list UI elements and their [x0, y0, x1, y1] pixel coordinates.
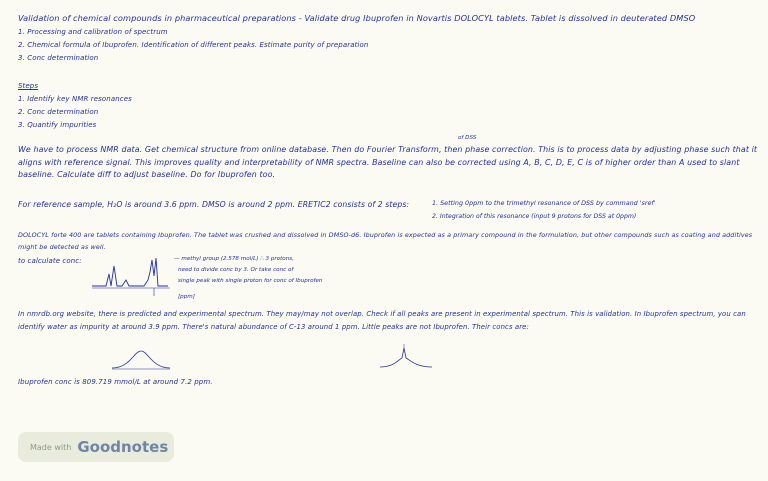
c13-peak-sketch: [380, 344, 432, 372]
note-title: Validation of chemical compounds in pharmaceutical preparations - Validate drug Ibuprofen in Novartis DOLOCYL tablets. Tablet is dissolved in deuterated DMSO: [18, 13, 696, 23]
step-item-1: 1. Identify key NMR resonances: [18, 95, 132, 103]
nmr-spectrum-sketch: [92, 252, 182, 298]
ppm-axis-label: [ppm]: [178, 294, 195, 300]
paragraph-validation: In nmrdb.org website, there is predicted and experimental spectrum. They may/may not overlap. Check if all peaks are present in experimental spectrum. This is validation. In Ibuprofen spectrum, you can identify water as impurity at around 3.9 ppm. There's natural abundance of C-13 around 1 ppm. Little peaks are not Ibuprofen. Their concs are:: [18, 310, 746, 331]
steps-heading: Steps: [18, 82, 39, 90]
water-peak-sketch: [112, 349, 170, 371]
paragraph-processing: We have to process NMR data. Get chemical structure from online database. Then do Fourier Transform, then phase correction. This is to process data by adjusting phase such that it aligns with reference signal. This improves quality and interpretability of NMR spectra. Baseline can also be corrected using A, B, C, D, E, C is of higher order than A used to slant baseline. Calculate diff to adjust baseline. Do for Ibuprofen too.: [18, 145, 758, 179]
made-with-label: Made with: [30, 442, 72, 452]
step-item-3: 3. Quantify impurities: [18, 121, 97, 129]
annotation-line-2: need to divide conc by 3. Or take conc of: [178, 267, 294, 273]
eretic-step-2: 2. Integration of this resonance (input 9 protons for DSS at 0ppm): [432, 213, 637, 220]
goodnotes-badge[interactable]: [18, 432, 174, 462]
goal-item-1: 1. Processing and calibration of spectrum: [18, 28, 168, 36]
goal-item-2: 2. Chemical formula of Ibuprofen. Identification of different peaks. Estimate purity of preparation: [18, 41, 369, 49]
goodnotes-logo: Goodnotes: [77, 438, 169, 456]
paragraph-dolocyl: DOLOCYL forte 400 are tablets containing Ibuprofen. The tablet was crushed and dissolved in DMSO-d6. Ibuprofen is expected as a primary compound in the formulation, but other compounds such as coating and additives might be detected as well.: [18, 231, 753, 251]
result-line: Ibuprofen conc is 809.719 mmol/L at around 7.2 ppm.: [18, 378, 213, 386]
eretic-step-1: 1. Setting 0ppm to the trimethyl resonance of DSS by command 'sref': [432, 199, 656, 207]
step-item-2: 2. Conc determination: [18, 108, 99, 116]
annotation-line-3: single peak with single proton for conc of Ibuprofen: [178, 278, 323, 284]
annotation-line-1: — methyl group (2.578 mol/L) ∴ 3 protons,: [174, 256, 294, 262]
goal-item-3: 3. Conc determination: [18, 54, 99, 62]
calc-label: to calculate conc:: [18, 257, 82, 265]
paragraph-reference: For reference sample, H₂O is around 3.6 ppm. DMSO is around 2 ppm. ERETIC2 consists of 2 steps:: [18, 200, 410, 209]
of-dss-annotation: of DSS: [458, 135, 477, 141]
